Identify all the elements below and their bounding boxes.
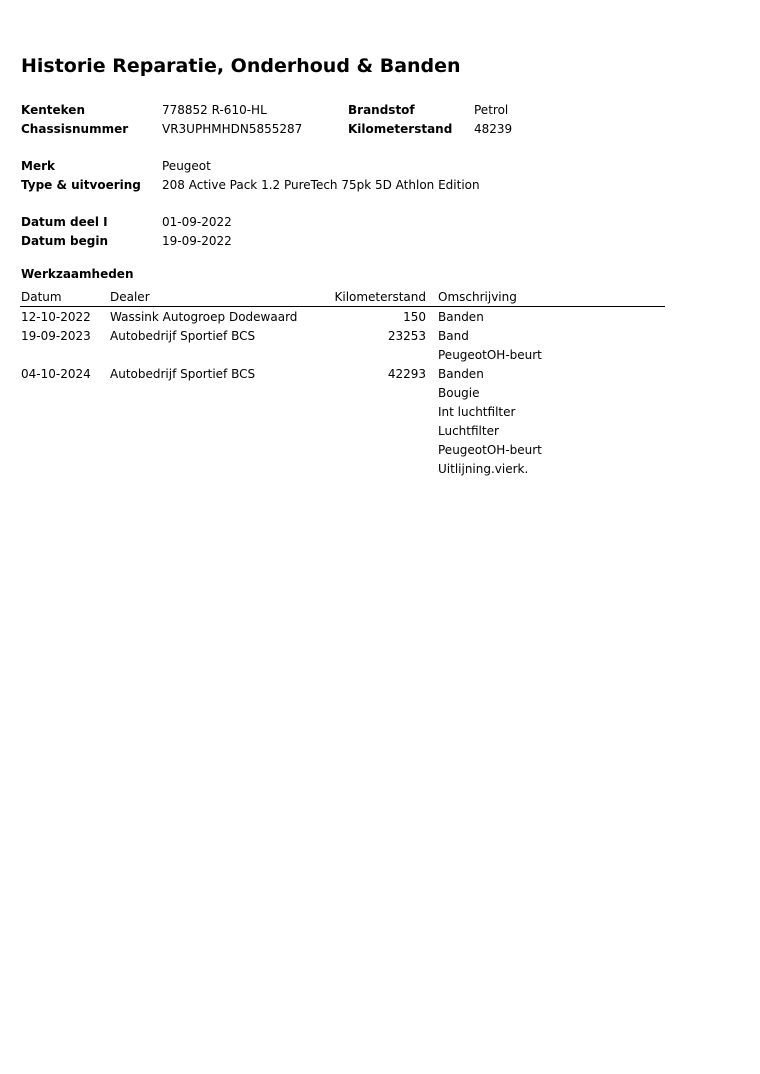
type-value: 208 Active Pack 1.2 PureTech 75pk 5D Athlon Edition <box>162 178 480 192</box>
datum-deel-value: 01-09-2022 <box>162 215 232 229</box>
merk-value: Peugeot <box>162 159 211 173</box>
section-title: Werkzaamheden <box>21 267 134 281</box>
header-dealer: Dealer <box>110 290 150 304</box>
kenteken-label: Kenteken <box>21 103 85 117</box>
brandstof-label: Brandstof <box>348 103 415 117</box>
kilometerstand-label: Kilometerstand <box>348 122 453 136</box>
row-dealer: Autobedrijf Sportief BCS <box>110 367 256 381</box>
row-datum: 04-10-2024 <box>21 367 91 381</box>
list-item: Banden <box>438 310 484 324</box>
list-item: PeugeotOH-beurt <box>438 443 542 457</box>
datum-begin-label: Datum begin <box>21 234 108 248</box>
row-dealer: Autobedrijf Sportief BCS <box>110 329 256 343</box>
header-datum: Datum <box>21 290 62 304</box>
row-kilometerstand: 42293 <box>387 367 426 381</box>
list-item: Band <box>438 329 469 343</box>
header-omschrijving: Omschrijving <box>438 290 517 304</box>
page-title: Historie Reparatie, Onderhoud & Banden <box>21 55 461 77</box>
table-row <box>0 367 760 476</box>
row-kilometerstand: 150 <box>403 310 426 324</box>
row-datum: 12-10-2022 <box>21 310 91 324</box>
brandstof-value: Petrol <box>474 103 509 117</box>
header-kilometerstand: Kilometerstand <box>334 290 426 304</box>
list-item: Luchtfilter <box>438 424 499 438</box>
table-row <box>0 329 760 362</box>
type-label: Type & uitvoering <box>21 178 141 192</box>
list-item: Bougie <box>438 386 480 400</box>
kilometerstand-value: 48239 <box>474 122 513 136</box>
datum-deel-label: Datum deel I <box>21 215 108 229</box>
list-item: Int luchtfilter <box>438 405 516 419</box>
merk-label: Merk <box>21 159 55 173</box>
chassisnummer-value: VR3UPHMHDN5855287 <box>162 122 303 136</box>
table-row <box>0 310 760 329</box>
row-datum: 19-09-2023 <box>21 329 91 343</box>
row-kilometerstand: 23253 <box>387 329 426 343</box>
list-item: PeugeotOH-beurt <box>438 348 542 362</box>
header-divider <box>20 306 665 307</box>
chassisnummer-label: Chassisnummer <box>21 122 129 136</box>
datum-begin-value: 19-09-2022 <box>162 234 232 248</box>
row-dealer: Wassink Autogroep Dodewaard <box>110 310 298 324</box>
list-item: Uitlijning.vierk. <box>438 462 529 476</box>
list-item: Banden <box>438 367 484 381</box>
kenteken-value: 778852 R-610-HL <box>162 103 267 117</box>
